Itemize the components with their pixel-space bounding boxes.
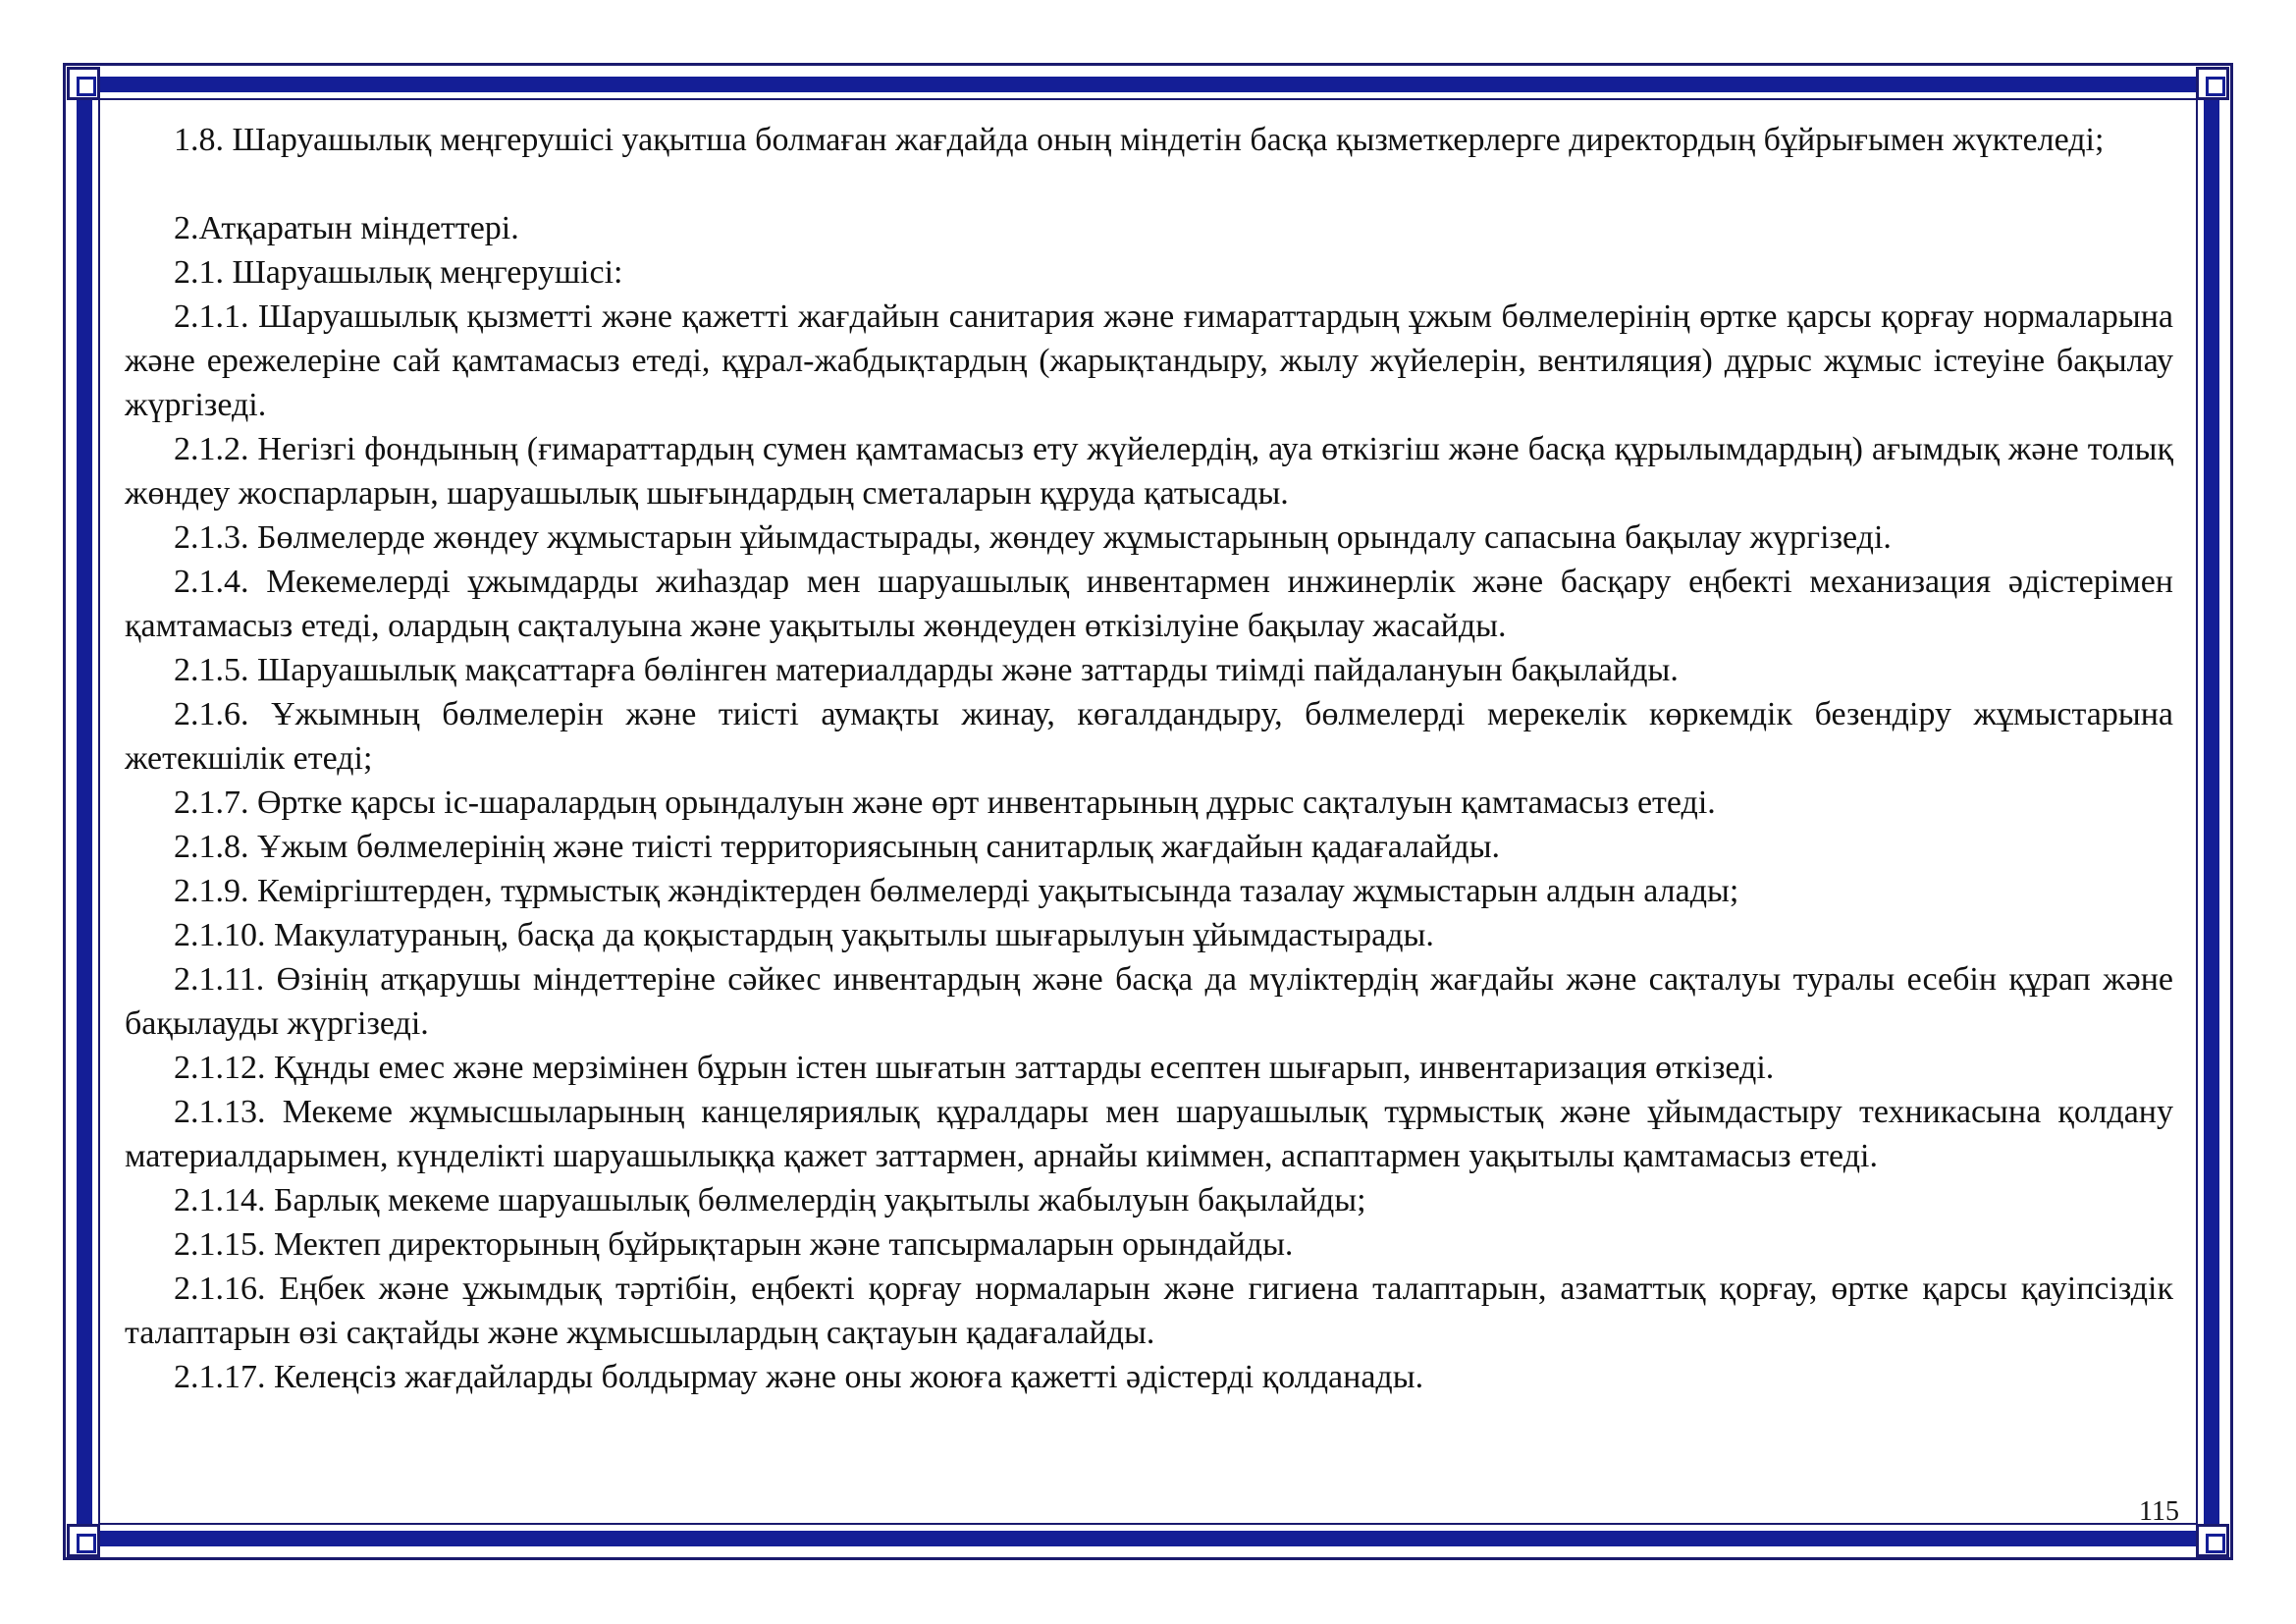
paragraph-2-1-7: 2.1.7. Өртке қарсы іс-шаралардың орындалуын және өрт инвентарының дұрыс сақталуын қамтамасыз етеді. (174, 785, 1716, 821)
paragraph-2-1-17: 2.1.17. Келеңсіз жағдайларды болдырмау және оны жоюға қажетті әдістерді қолданады. (174, 1359, 1424, 1395)
corner-ornament-bottom-right (2196, 1524, 2229, 1557)
paragraph-1-8: 1.8. Шаруашылық меңгерушісі уақытша болмаған жағдайда оның міндетін басқа қызметкерлерге директордың бұйрығымен жүктеледі; (174, 122, 2105, 158)
paragraph-2-1-11: 2.1.11. Өзінің атқарушы міндеттеріне сәйкес инвентардың және басқа да мүліктердің жағдайы және сақталуы туралы есебін құрап және бақылауды жүргізеді. (125, 961, 2173, 1042)
page-number: 115 (2139, 1496, 2179, 1527)
paragraph-2-1-5: 2.1.5. Шаруашылық мақсаттарға бөлінген материалдарды және заттарды тиімді пайдалануын бақылайды. (174, 652, 1679, 688)
paragraph-2-1-16: 2.1.16. Еңбек және ұжымдық тәртібін, еңбекті қорғау нормаларын және гигиена талаптарын, азаматтық қорғау, өртке қарсы қауіпсіздік талаптарын өзі сақтайды және жұмысшылардың сақтауын қадағалайды. (125, 1271, 2173, 1351)
paragraph-2-1-13: 2.1.13. Мекеме жұмысшыларының канцеляриялық құралдары мен шаруашылық тұрмыстық және ұйымдастыру техникасына қолдану материалдарымен, күнделікті шаруашылыққа қажет заттармен, арнайы киіммен, аспаптармен уақытылы қамтамасыз етеді. (125, 1094, 2173, 1174)
paragraph-2-1-2: 2.1.2. Негізгі фондының (ғимараттардың сумен қамтамасыз ету жүйелердің, ауа өткізгіш және басқа құрылымдардың) ағымдық және толық жөндеу жоспарларын, шаруашылық шығындардың сметаларын құруда қатысады. (125, 431, 2173, 512)
paragraph-2-1-9: 2.1.9. Кеміргіштерден, тұрмыстық жәндіктерден бөлмелерді уақытысында тазалау жұмыстарын алдын алады; (174, 873, 1739, 909)
paragraph-2-1-15: 2.1.15. Мектеп директорының бұйрықтарын және тапсырмаларын орындайды. (174, 1226, 1294, 1263)
section-heading-duties: 2.Атқаратын міндеттері. (174, 210, 519, 246)
paragraph-2-1-10: 2.1.10. Макулатураның, басқа да қоқыстардың уақытылы шығарылуын ұйымдастырады. (174, 917, 1434, 953)
paragraph-2-1-1: 2.1.1. Шаруашылық қызметті және қажетті жағдайын санитария және ғимараттардың ұжым бөлмелерінің өртке қарсы қорғау нормаларына және ережелеріне сай қамтамасыз етеді, құрал-жабдықтардың (жарықтандыру, жылу жүйелерін, вентиляция) дұрыс жұмыс істеуіне бақылау жүргізеді. (125, 298, 2173, 423)
document-body (125, 118, 2173, 1399)
paragraph-2-1-4: 2.1.4. Мекемелерді ұжымдарды жиһаздар мен шаруашылық инвентармен инжинерлік және басқару еңбекті механизация әдістерімен қамтамасыз етеді, олардың сақталуына және уақытылы жөндеуден өткізілуіне бақылау жасайды. (125, 564, 2173, 644)
paragraph-2-1-12: 2.1.12. Құнды емес және мерзімінен бұрын істен шығатын заттарды есептен шығарып, инвентаризация өткізеді. (174, 1050, 1775, 1086)
paragraph-2-1-14: 2.1.14. Барлық мекеме шаруашылық бөлмелердің уақытылы жабылуын бақылайды; (174, 1182, 1366, 1218)
paragraph-2-1: 2.1. Шаруашылық меңгерушісі: (174, 254, 623, 291)
corner-ornament-bottom-left (67, 1524, 100, 1557)
paragraph-2-1-8: 2.1.8. Ұжым бөлмелерінің және тиісті территориясының санитарлық жағдайын қадағалайды. (174, 829, 1501, 865)
corner-ornament-top-left (67, 67, 100, 100)
paragraph-2-1-3: 2.1.3. Бөлмелерде жөндеу жұмыстарын ұйымдастырады, жөндеу жұмыстарының орындалу сапасына бақылау жүргізеді. (174, 519, 1892, 556)
corner-ornament-top-right (2196, 67, 2229, 100)
paragraph-2-1-6: 2.1.6. Ұжымның бөлмелерін және тиісті аумақты жинау, көгалдандыру, бөлмелерді мерекелік көркемдік безендіру жұмыстарына жетекшілік етеді; (125, 696, 2173, 777)
